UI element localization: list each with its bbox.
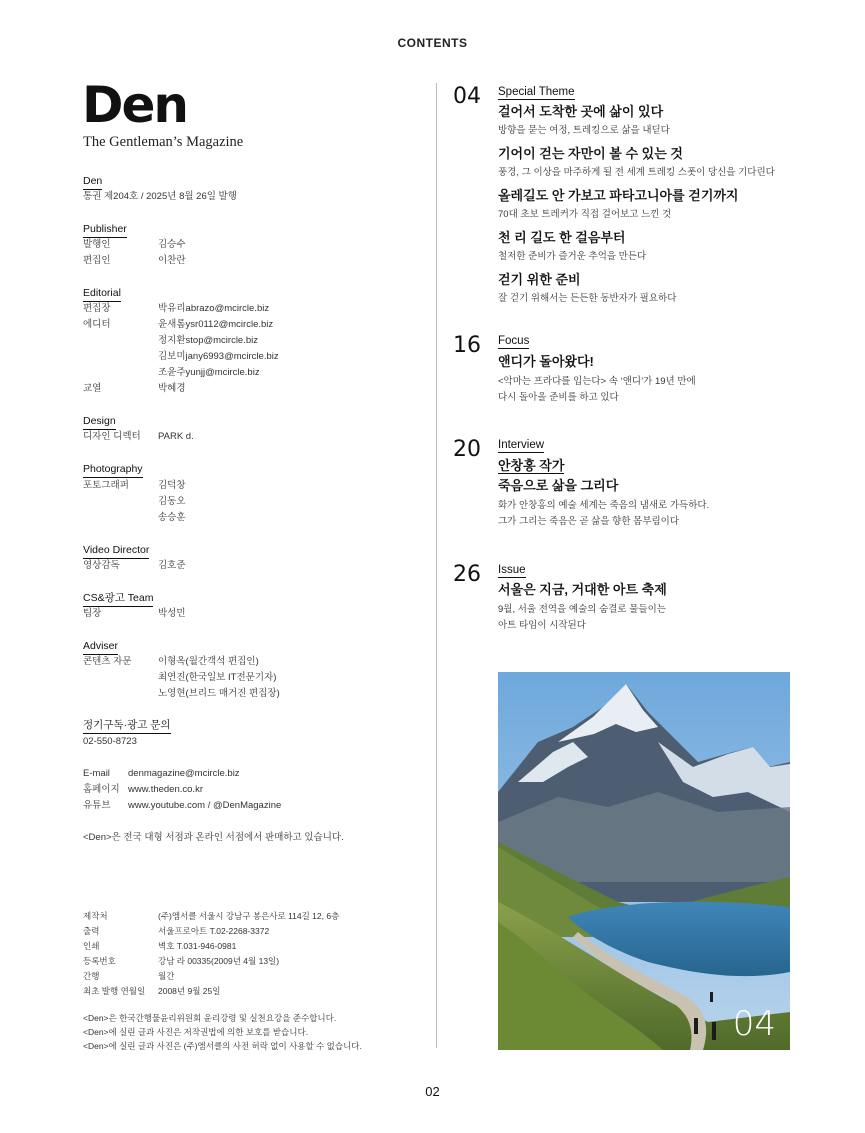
issue-info: 통권 제204호 / 2025년 8월 26일 발행 — [83, 191, 237, 202]
contact-label: E-mail — [83, 768, 110, 779]
page-number: 02 — [425, 1084, 440, 1099]
toc-article-subtitle: 방향을 묻는 여정, 트레킹으로 삶을 내딛다 — [498, 125, 670, 136]
toc-article-title[interactable]: 걸어서 도착한 곳에 삶이 있다 — [498, 104, 664, 119]
toc-article-title[interactable]: 앤디가 돌아왔다! — [498, 354, 594, 369]
video-heading: Video Director — [83, 544, 149, 559]
publisher-heading: Publisher — [83, 223, 127, 238]
credit-value: 조윤주yunjj@mcircle.biz — [158, 367, 260, 378]
landscape-illustration — [498, 672, 790, 1050]
subscription-heading: 정기구독·광고 문의 — [83, 719, 171, 734]
credit-value: 이찬란 — [158, 255, 186, 266]
photography-heading: Photography — [83, 463, 143, 478]
credit-label: 디자인 디렉터 — [83, 431, 141, 442]
credit-label: 교열 — [83, 383, 102, 394]
contact-label: 홈페이지 — [83, 784, 120, 795]
subscription-phone: 02-550-8723 — [83, 736, 137, 747]
toc-article-subtitle: 화가 안창홍의 예술 세계는 죽음의 냄새로 가득하다. — [498, 500, 710, 511]
toc-category-interview: Interview — [498, 439, 545, 451]
credit-value: 박유리abrazo@mcircle.biz — [158, 303, 270, 314]
contact-label: 유튜브 — [83, 800, 111, 811]
credit-label: 발행인 — [83, 239, 111, 250]
credit-value: 김덕창 — [158, 480, 186, 491]
toc-page-number: 04 — [453, 84, 481, 109]
credit-value: 송승훈 — [158, 512, 186, 523]
toc-article-title[interactable]: 서울은 지금, 거대한 아트 축제 — [498, 582, 667, 597]
credit-label: 콘텐츠 자문 — [83, 656, 132, 667]
legal-note: <Den>은 한국간행물윤리위원회 윤리강령 및 실천요강을 준수합니다. — [83, 1013, 337, 1023]
toc-article-subtitle: 다시 돌아올 준비를 하고 있다 — [498, 392, 619, 403]
credit-value: 김동오 — [158, 496, 186, 507]
photo-page-label: 04 — [732, 1004, 776, 1044]
toc-article-title[interactable]: 걷기 위한 준비 — [498, 272, 581, 287]
production-label: 인쇄 — [83, 941, 100, 951]
toc-article-subtitle: 70대 초보 트레커가 직접 걸어보고 느낀 것 — [498, 209, 672, 220]
credit-value: 이형옥(월간객석 편집인) — [158, 656, 259, 667]
toc-article-subtitle: 풍경, 그 이상을 마주하게 될 전 세계 트레킹 스폿이 당신을 기다린다 — [498, 167, 775, 178]
column-divider — [436, 83, 437, 1048]
toc-category-focus: Focus — [498, 335, 530, 347]
contact-website[interactable]: www.theden.co.kr — [128, 784, 203, 795]
toc-article-title[interactable]: 올레길도 안 가보고 파타고니아를 걷기까지 — [498, 188, 739, 203]
toc-article-title[interactable]: 기어이 걷는 자만이 볼 수 있는 것 — [498, 146, 683, 161]
den-logo: Den — [82, 76, 188, 134]
sales-note: <Den>은 전국 대형 서점과 온라인 서점에서 판매하고 있습니다. — [83, 832, 344, 843]
credit-label: 팀장 — [83, 608, 102, 619]
adviser-heading: Adviser — [83, 640, 118, 655]
credit-value: 김승수 — [158, 239, 186, 250]
credit-value: 최연진(한국일보 IT전문기자) — [158, 672, 277, 683]
toc-article-subtitle: 아트 타임이 시작된다 — [498, 620, 586, 631]
contact-youtube[interactable]: www.youtube.com / @DenMagazine — [128, 800, 282, 811]
contents-heading: CONTENTS — [397, 36, 468, 50]
toc-article-kicker[interactable]: 안창홍 작가 — [498, 458, 565, 473]
credit-value: 박혜경 — [158, 383, 186, 394]
toc-article-subtitle: <악마는 프라다를 입는다> 속 ‘앤디’가 19년 만에 — [498, 376, 696, 387]
credit-value: 김호준 — [158, 560, 186, 571]
toc-article-subtitle: 그가 그리는 죽음은 곧 삶을 향한 몸부림이다 — [498, 516, 680, 527]
contact-email[interactable]: denmagazine@mcircle.biz — [128, 768, 240, 779]
editorial-heading: Editorial — [83, 287, 121, 302]
toc-article-title[interactable]: 죽음으로 삶을 그리다 — [498, 478, 619, 493]
production-value: 월간 — [158, 971, 175, 981]
production-label: 제작처 — [83, 911, 108, 921]
production-label: 출력 — [83, 926, 100, 936]
credit-label: 영상감독 — [83, 560, 120, 571]
magazine-tagline: The Gentleman’s Magazine — [83, 134, 244, 150]
toc-page-number: 16 — [453, 333, 481, 358]
toc-category-issue: Issue — [498, 564, 526, 576]
toc-article-subtitle: 철저한 준비가 즐거운 추억을 만든다 — [498, 251, 647, 262]
production-value: 서울프로아트 T.02-2268-3372 — [158, 926, 270, 936]
toc-article-subtitle: 9월, 서울 전역을 예술의 숨결로 물들이는 — [498, 604, 666, 615]
credit-value: 노영현(브리드 매거진 편집장) — [158, 688, 280, 699]
toc-page-number: 26 — [453, 562, 481, 587]
production-value: 강남 라 00335(2009년 4월 13일) — [158, 956, 280, 966]
credit-value: 박성민 — [158, 608, 186, 619]
cs-heading: CS&광고 Team — [83, 592, 153, 607]
credit-value: PARK d. — [158, 431, 194, 442]
legal-note: <Den>에 실린 글과 사진은 (주)엠서클의 사전 허락 없이 사용할 수 없습니다. — [83, 1041, 362, 1051]
credit-label: 편집인 — [83, 255, 111, 266]
production-value: 2008년 9월 25일 — [158, 986, 221, 996]
production-label: 등록번호 — [83, 956, 116, 966]
toc-article-title[interactable]: 천 리 길도 한 걸음부터 — [498, 230, 626, 245]
legal-note: <Den>에 실린 글과 사진은 저작권법에 의한 보호를 받습니다. — [83, 1027, 309, 1037]
design-heading: Design — [83, 415, 116, 430]
production-value: (주)엠서클 서울시 강남구 봉은사로 114길 12, 6층 — [158, 911, 340, 921]
den-heading: Den — [83, 175, 102, 190]
mountain-lake-photo[interactable] — [498, 672, 790, 1050]
credit-label: 에디터 — [83, 319, 111, 330]
toc-article-subtitle: 잘 걷기 위해서는 든든한 동반자가 필요하다 — [498, 293, 677, 304]
toc-category-special-theme: Special Theme — [498, 86, 575, 98]
production-value: 벽호 T.031-946-0981 — [158, 941, 237, 951]
production-label: 간행 — [83, 971, 100, 981]
credit-value: 윤새롬ysr0112@mcircle.biz — [158, 319, 274, 330]
toc-page-number: 20 — [453, 437, 481, 462]
credit-label: 포토그래퍼 — [83, 480, 129, 491]
production-label: 최초 발행 연월일 — [83, 986, 146, 996]
credit-label: 편집장 — [83, 303, 111, 314]
credit-value: 김보미jany6993@mcircle.biz — [158, 351, 279, 362]
credit-value: 정지환stop@mcircle.biz — [158, 335, 258, 346]
